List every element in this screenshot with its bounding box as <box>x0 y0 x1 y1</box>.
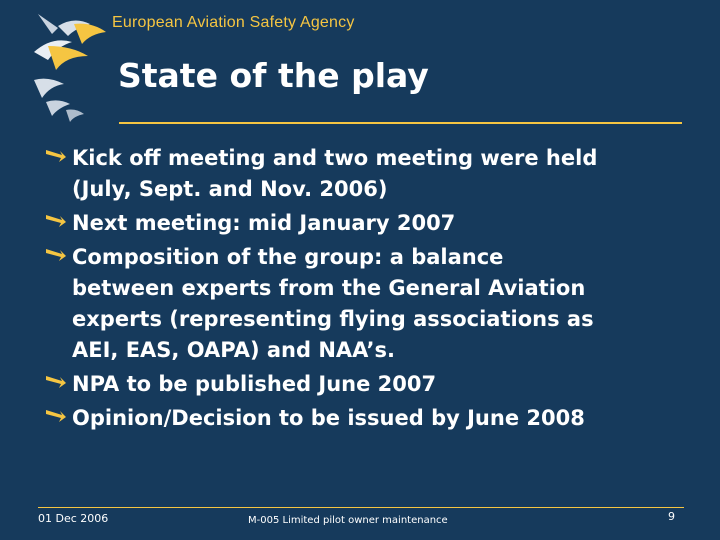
bullet-line: (July, Sept. and Nov. 2006) <box>72 177 388 201</box>
footer-presentation-title: M-005 Limited pilot owner maintenance <box>248 515 448 526</box>
bullet-item <box>44 143 704 205</box>
easa-birds-logo-icon <box>28 6 110 128</box>
bullet-line: AEI, EAS, OAPA) and NAA’s. <box>72 338 395 362</box>
bullet-item <box>44 242 704 366</box>
arrow-bullet-icon <box>44 408 68 426</box>
bullet-item <box>44 208 704 239</box>
bullet-line: experts (representing flying associations as <box>72 307 594 331</box>
bullet-list <box>44 143 704 437</box>
bullet-line: Next meeting: mid January 2007 <box>72 211 456 235</box>
bullet-line: NPA to be published June 2007 <box>72 372 437 396</box>
slide-title: State of the play <box>118 56 429 95</box>
bullet-line: Opinion/Decision to be issued by June 2008 <box>72 406 585 430</box>
bullet-item <box>44 369 704 400</box>
arrow-bullet-icon <box>44 213 68 231</box>
arrow-bullet-icon <box>44 148 68 166</box>
arrow-bullet-icon <box>44 374 68 392</box>
bullet-line: between experts from the General Aviation <box>72 276 586 300</box>
footer-divider <box>38 507 684 508</box>
bullet-item <box>44 403 704 434</box>
page-number: 9 <box>668 510 675 523</box>
arrow-bullet-icon <box>44 247 68 265</box>
footer-date: 01 Dec 2006 <box>38 512 109 525</box>
title-divider <box>119 122 682 124</box>
agency-name: European Aviation Safety Agency <box>112 14 355 31</box>
bullet-line: Composition of the group: a balance <box>72 245 504 269</box>
bullet-line: Kick off meeting and two meeting were held <box>72 146 598 170</box>
